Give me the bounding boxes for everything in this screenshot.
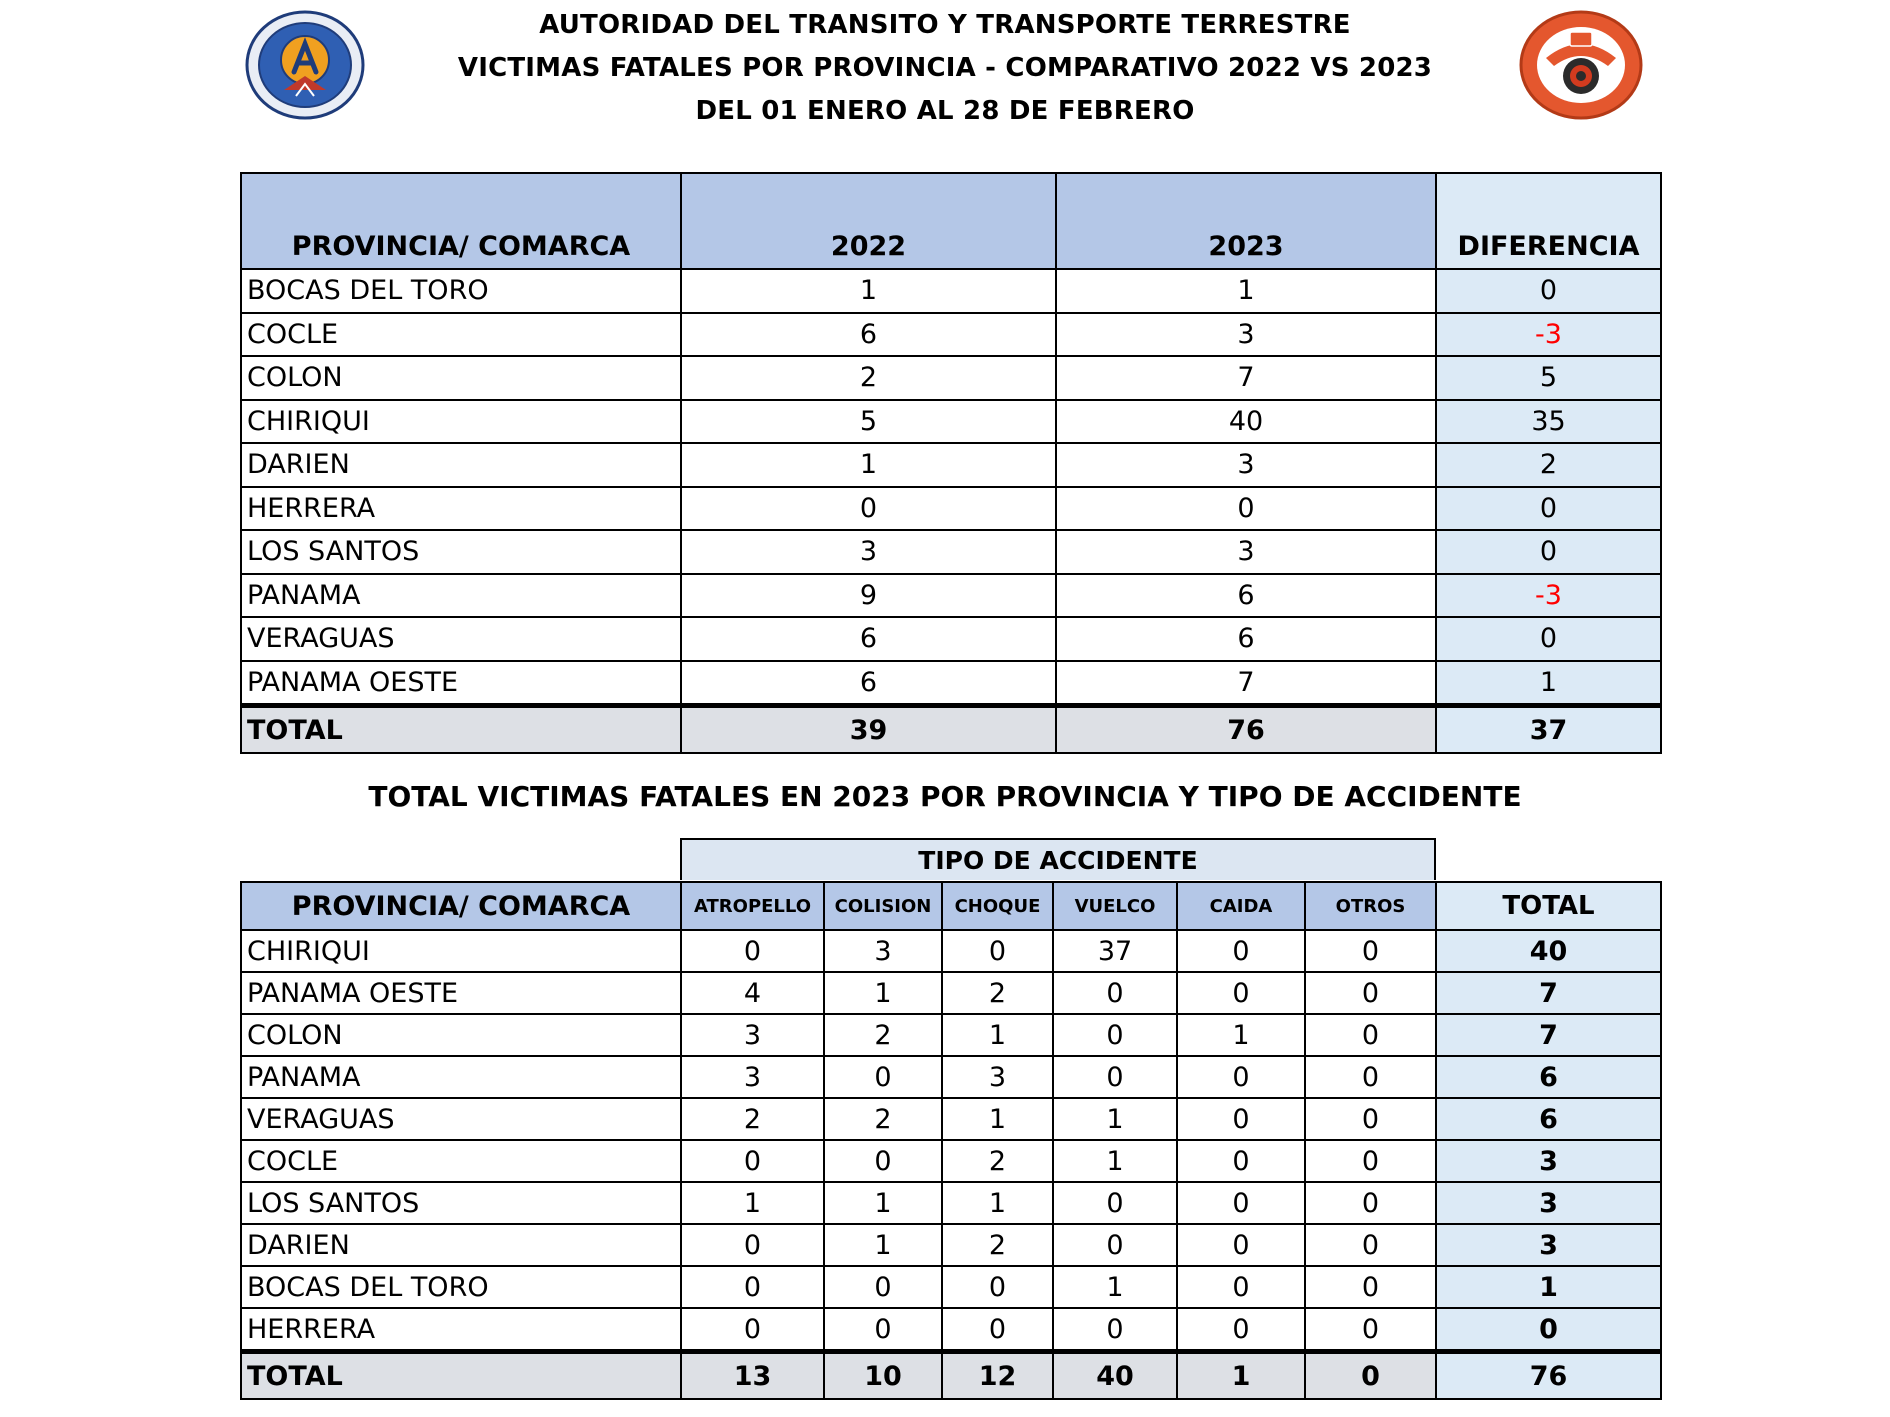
header-line-1: AUTORIDAD DEL TRANSITO Y TRANSPORTE TERRESTRE — [539, 10, 1351, 40]
row-total: 0 — [1436, 1308, 1661, 1352]
value-vuelco: 1 — [1053, 1140, 1177, 1182]
value-colision: 1 — [824, 972, 942, 1014]
row-total: 3 — [1436, 1224, 1661, 1266]
value-atropello: 0 — [681, 1308, 824, 1352]
table-row — [241, 1014, 1661, 1056]
value-otros: 0 — [1305, 1266, 1436, 1308]
value-otros: 0 — [1305, 1182, 1436, 1224]
value-diferencia: 2 — [1436, 443, 1661, 487]
province-name: BOCAS DEL TORO — [241, 1266, 681, 1308]
table-row — [241, 617, 1661, 661]
value-atropello: 4 — [681, 972, 824, 1014]
province-name: COCLE — [241, 313, 681, 357]
table-row — [241, 1098, 1661, 1140]
value-choque: 3 — [942, 1056, 1053, 1098]
province-name: CHIRIQUI — [241, 930, 681, 972]
table-row — [241, 1056, 1661, 1098]
value-atropello: 3 — [681, 1056, 824, 1098]
value-otros: 0 — [1305, 972, 1436, 1014]
province-name: LOS SANTOS — [241, 1182, 681, 1224]
value-atropello: 0 — [681, 1140, 824, 1182]
province-name: DARIEN — [241, 1224, 681, 1266]
value-choque: 2 — [942, 1224, 1053, 1266]
value-caida: 0 — [1177, 1098, 1305, 1140]
table-row — [241, 1266, 1661, 1308]
table-row — [241, 443, 1661, 487]
province-name: PANAMA — [241, 1056, 681, 1098]
value-2022: 5 — [681, 400, 1056, 444]
row-total: 7 — [1436, 1014, 1661, 1056]
value-diferencia: 35 — [1436, 400, 1661, 444]
value-choque: 2 — [942, 972, 1053, 1014]
value-diferencia: 5 — [1436, 356, 1661, 400]
row-total: 6 — [1436, 1098, 1661, 1140]
value-choque: 1 — [942, 1182, 1053, 1224]
table-row — [241, 487, 1661, 531]
value-diferencia: -3 — [1436, 574, 1661, 618]
table-row — [241, 930, 1661, 972]
table-row — [241, 1224, 1661, 1266]
value-2023: 6 — [1056, 574, 1436, 618]
comparison-table — [240, 172, 1662, 754]
table-row — [241, 1308, 1661, 1352]
province-name: COLON — [241, 1014, 681, 1056]
table-row — [241, 1140, 1661, 1182]
value-2022: 6 — [681, 313, 1056, 357]
value-atropello: 0 — [681, 930, 824, 972]
province-name: DARIEN — [241, 443, 681, 487]
value-otros: 0 — [1305, 1140, 1436, 1182]
value-colision: 0 — [824, 1140, 942, 1182]
value-choque: 1 — [942, 1098, 1053, 1140]
total-atropello: 13 — [681, 1352, 824, 1400]
province-name: PANAMA OESTE — [241, 972, 681, 1014]
table-row — [241, 400, 1661, 444]
value-2022: 9 — [681, 574, 1056, 618]
header-2023: 2023 — [1056, 173, 1436, 269]
province-name: HERRERA — [241, 487, 681, 531]
table-row — [241, 530, 1661, 574]
value-vuelco: 0 — [1053, 1182, 1177, 1224]
value-otros: 0 — [1305, 1224, 1436, 1266]
value-2023: 7 — [1056, 356, 1436, 400]
value-colision: 0 — [824, 1266, 942, 1308]
value-caida: 0 — [1177, 972, 1305, 1014]
header-caida: CAIDA — [1177, 882, 1305, 930]
value-colision: 3 — [824, 930, 942, 972]
value-otros: 0 — [1305, 1098, 1436, 1140]
value-2022: 1 — [681, 443, 1056, 487]
value-otros: 0 — [1305, 1056, 1436, 1098]
value-atropello: 2 — [681, 1098, 824, 1140]
table-row — [241, 1182, 1661, 1224]
value-colision: 1 — [824, 1182, 942, 1224]
value-vuelco: 0 — [1053, 1224, 1177, 1266]
row-total: 7 — [1436, 972, 1661, 1014]
value-2022: 0 — [681, 487, 1056, 531]
value-atropello: 0 — [681, 1266, 824, 1308]
total-label: TOTAL — [241, 706, 681, 754]
value-caida: 0 — [1177, 1308, 1305, 1352]
header-atropello: ATROPELLO — [681, 882, 824, 930]
row-total: 3 — [1436, 1182, 1661, 1224]
province-name: HERRERA — [241, 1308, 681, 1352]
total-row — [241, 706, 1661, 754]
value-2023: 1 — [1056, 269, 1436, 313]
header-provincia: PROVINCIA/ COMARCA — [241, 882, 681, 930]
value-diferencia: 0 — [1436, 487, 1661, 531]
value-diferencia: 1 — [1436, 661, 1661, 706]
value-2022: 6 — [681, 617, 1056, 661]
value-2023: 6 — [1056, 617, 1436, 661]
value-atropello: 3 — [681, 1014, 824, 1056]
total-colision: 10 — [824, 1352, 942, 1400]
grand-total: 76 — [1436, 1352, 1661, 1400]
value-vuelco: 1 — [1053, 1098, 1177, 1140]
row-total: 1 — [1436, 1266, 1661, 1308]
header-line-2: VICTIMAS FATALES POR PROVINCIA - COMPARATIVO 2022 VS 2023 — [457, 53, 1433, 83]
value-choque: 0 — [942, 930, 1053, 972]
header-vuelco: VUELCO — [1053, 882, 1177, 930]
value-2022: 2 — [681, 356, 1056, 400]
value-2023: 3 — [1056, 530, 1436, 574]
row-total: 3 — [1436, 1140, 1661, 1182]
value-atropello: 1 — [681, 1182, 824, 1224]
value-2023: 3 — [1056, 313, 1436, 357]
row-total: 6 — [1436, 1056, 1661, 1098]
value-vuelco: 0 — [1053, 1056, 1177, 1098]
value-2022: 3 — [681, 530, 1056, 574]
province-name: VERAGUAS — [241, 1098, 681, 1140]
total-label: TOTAL — [241, 1352, 681, 1400]
table-row — [241, 972, 1661, 1014]
table-row — [241, 313, 1661, 357]
value-2023: 0 — [1056, 487, 1436, 531]
value-otros: 0 — [1305, 1014, 1436, 1056]
value-2023: 40 — [1056, 400, 1436, 444]
table-row — [241, 269, 1661, 313]
value-choque: 0 — [942, 1308, 1053, 1352]
province-name: PANAMA OESTE — [241, 661, 681, 706]
section-subtitle: TOTAL VICTIMAS FATALES EN 2023 POR PROVINCIA Y TIPO DE ACCIDENTE — [368, 780, 1522, 813]
value-vuelco: 0 — [1053, 972, 1177, 1014]
accident-header-row — [241, 882, 1661, 930]
header-diferencia: DIFERENCIA — [1436, 173, 1661, 269]
header-otros: OTROS — [1305, 882, 1436, 930]
value-otros: 0 — [1305, 930, 1436, 972]
total-2022: 39 — [681, 706, 1056, 754]
value-caida: 1 — [1177, 1014, 1305, 1056]
value-diferencia: 0 — [1436, 617, 1661, 661]
province-name: COCLE — [241, 1140, 681, 1182]
total-2023: 76 — [1056, 706, 1436, 754]
value-colision: 0 — [824, 1308, 942, 1352]
table-row — [241, 661, 1661, 706]
value-vuelco: 0 — [1053, 1308, 1177, 1352]
value-vuelco: 0 — [1053, 1014, 1177, 1056]
header-total: TOTAL — [1436, 882, 1661, 930]
value-caida: 0 — [1177, 1182, 1305, 1224]
total-diferencia: 37 — [1436, 706, 1661, 754]
value-choque: 2 — [942, 1140, 1053, 1182]
header-line-3: DEL 01 ENERO AL 28 DE FEBRERO — [695, 96, 1195, 126]
total-vuelco: 40 — [1053, 1352, 1177, 1400]
value-colision: 0 — [824, 1056, 942, 1098]
table-row — [241, 574, 1661, 618]
value-caida: 0 — [1177, 930, 1305, 972]
value-diferencia: 0 — [1436, 269, 1661, 313]
province-name: VERAGUAS — [241, 617, 681, 661]
value-2022: 6 — [681, 661, 1056, 706]
value-2022: 1 — [681, 269, 1056, 313]
attt-seal-icon — [244, 10, 366, 120]
value-choque: 0 — [942, 1266, 1053, 1308]
table-row — [241, 356, 1661, 400]
header-provincia: PROVINCIA/ COMARCA — [241, 173, 681, 269]
value-atropello: 0 — [681, 1224, 824, 1266]
value-caida: 0 — [1177, 1224, 1305, 1266]
value-vuelco: 37 — [1053, 930, 1177, 972]
total-otros: 0 — [1305, 1352, 1436, 1400]
value-colision: 1 — [824, 1224, 942, 1266]
value-diferencia: -3 — [1436, 313, 1661, 357]
total-choque: 12 — [942, 1352, 1053, 1400]
header-choque: CHOQUE — [942, 882, 1053, 930]
value-diferencia: 0 — [1436, 530, 1661, 574]
value-2023: 7 — [1056, 661, 1436, 706]
row-total: 40 — [1436, 930, 1661, 972]
province-name: LOS SANTOS — [241, 530, 681, 574]
policia-nacional-transito-badge-icon — [1518, 10, 1644, 120]
total-caida: 1 — [1177, 1352, 1305, 1400]
header-2022: 2022 — [681, 173, 1056, 269]
value-otros: 0 — [1305, 1308, 1436, 1352]
value-vuelco: 1 — [1053, 1266, 1177, 1308]
total-row — [241, 1352, 1661, 1400]
accident-type-table — [240, 881, 1662, 1400]
province-name: CHIRIQUI — [241, 400, 681, 444]
value-caida: 0 — [1177, 1140, 1305, 1182]
value-2023: 3 — [1056, 443, 1436, 487]
value-colision: 2 — [824, 1098, 942, 1140]
province-name: BOCAS DEL TORO — [241, 269, 681, 313]
value-caida: 0 — [1177, 1056, 1305, 1098]
value-caida: 0 — [1177, 1266, 1305, 1308]
province-name: COLON — [241, 356, 681, 400]
value-colision: 2 — [824, 1014, 942, 1056]
accident-type-group-header: TIPO DE ACCIDENTE — [680, 838, 1436, 880]
comparison-header-row — [241, 173, 1661, 269]
value-choque: 1 — [942, 1014, 1053, 1056]
province-name: PANAMA — [241, 574, 681, 618]
header-colision: COLISION — [824, 882, 942, 930]
